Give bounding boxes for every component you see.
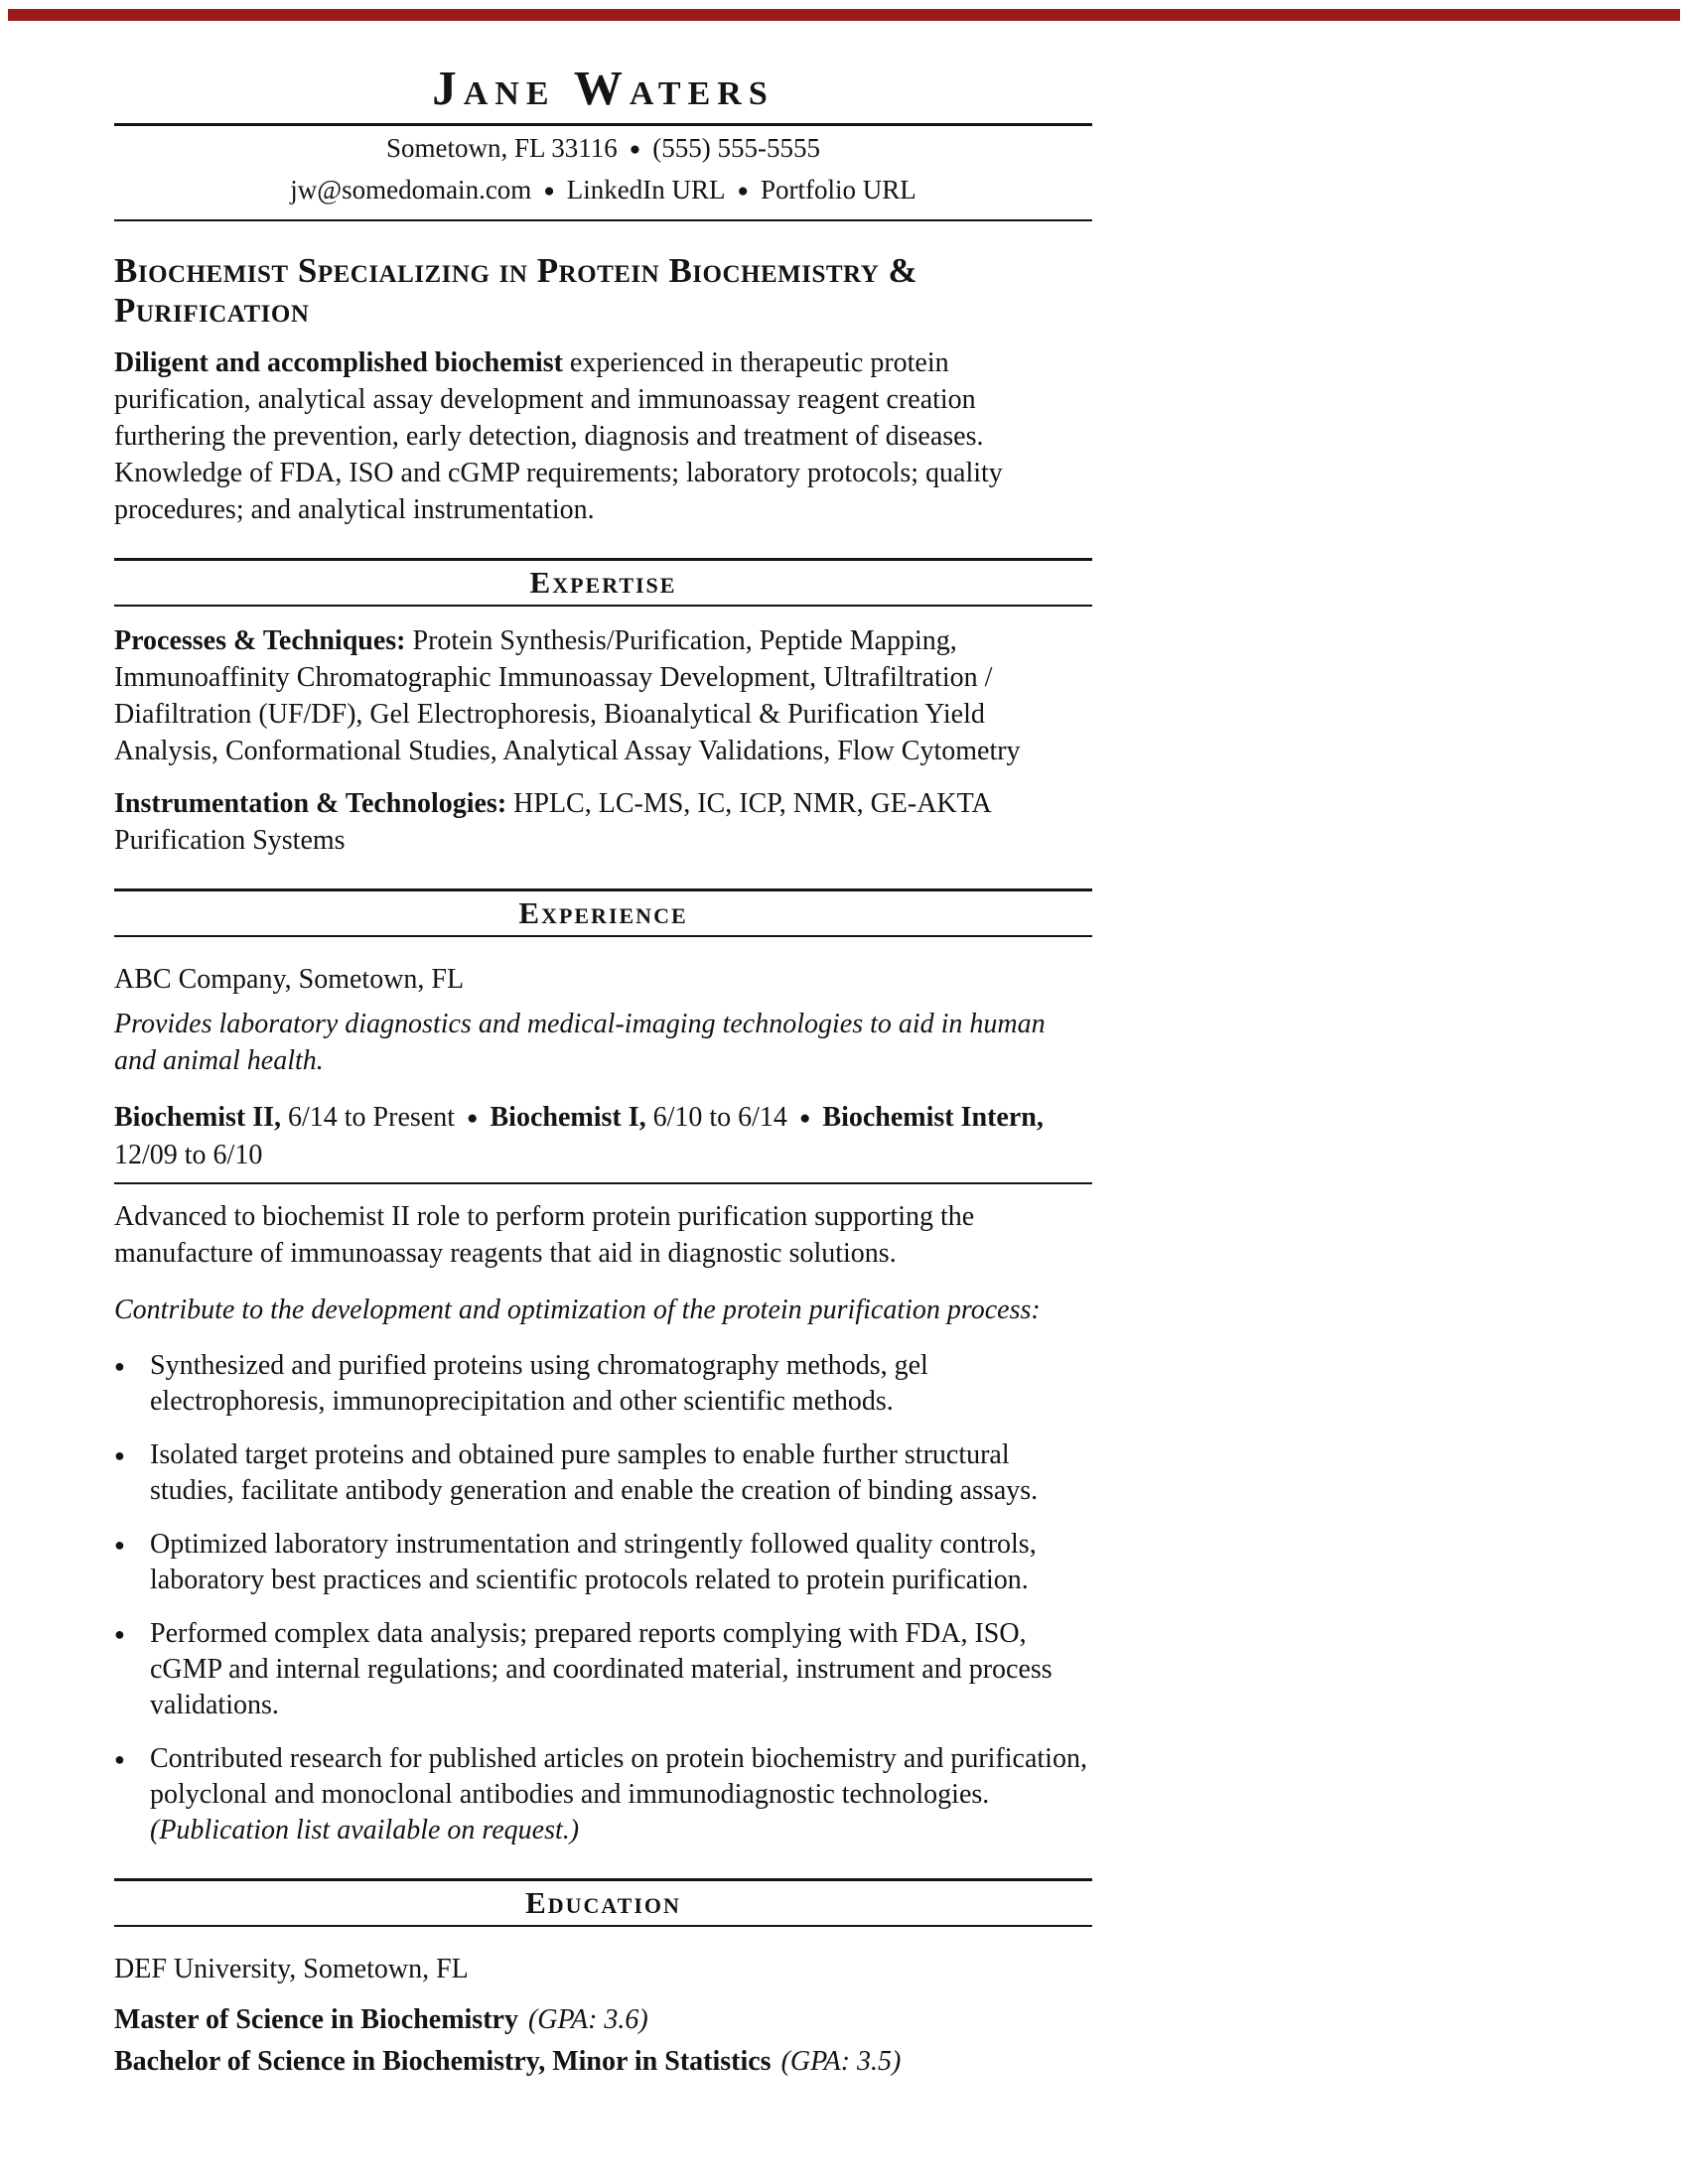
publication-note: (Publication list available on request.) [150, 1815, 580, 1846]
role-summary: Advanced to biochemist II role to perform protein purification supporting the manufacture of immunoassay reagents that aid in diagnostic solutions. [114, 1201, 975, 1270]
degree-master [114, 2001, 1092, 2038]
bullet-dot-icon: ● [114, 1356, 125, 1377]
section-divider-top [114, 1878, 1092, 1881]
expertise-instrumentation-text: HPLC, LC-MS, IC, ICP, NMR, GE-AKTA Purification Systems [114, 788, 991, 857]
linkedin-url-text: LinkedIn URL [566, 174, 726, 205]
profile-headline: Biochemist Specializing in Protein Biochemistry & Purification [114, 250, 918, 331]
education-section-header [114, 1878, 1092, 1927]
contact-divider [114, 219, 1092, 221]
experience-bullet-4 [114, 1616, 1092, 1723]
position-2-dates: 6/10 to 6/14 [652, 1102, 787, 1134]
company-description: Provides laboratory diagnostics and medical-imaging technologies to aid in human and animal health. [114, 1009, 1046, 1077]
top-accent-bar [8, 9, 1680, 21]
separator-dot-icon: ● [798, 1108, 811, 1130]
company-name: ABC Company, Sometown, FL [114, 964, 465, 996]
position-3-title: Biochemist Intern, [822, 1102, 1044, 1134]
separator-dot-icon: ● [737, 180, 750, 202]
experience-bullet-1 [114, 1348, 1092, 1420]
separator-dot-icon: ● [467, 1108, 479, 1130]
position-2-title: Biochemist I, [490, 1102, 646, 1134]
position-2 [490, 1102, 786, 1133]
degree-master-gpa: (GPA: 3.6) [527, 2004, 648, 2036]
experience-bullet-list [114, 1348, 1092, 1848]
section-divider-bottom [114, 605, 1092, 607]
phone-text: (555) 555-5555 [652, 132, 820, 163]
experience-bullet-5 [114, 1741, 1092, 1848]
school-name: DEF University, Sometown, FL [114, 1954, 469, 1985]
bullet-text: Isolated target proteins and obtained pure samples to enable further structural studies, facilitate antibody generation and enable the creation of binding assays. [150, 1439, 1039, 1507]
bullet-text: Performed complex data analysis; prepared reports complying with FDA, ISO, cGMP and internal regulations; and coordinated material, instrument and process validations. [150, 1618, 1053, 1721]
section-divider-bottom [114, 1925, 1092, 1927]
expertise-section [114, 558, 1092, 859]
education-section [114, 1878, 1092, 2080]
expertise-processes [114, 622, 1092, 769]
section-divider-top [114, 558, 1092, 561]
location-text: Sometown, FL 33116 [386, 132, 618, 163]
position-1-title: Biochemist II, [114, 1102, 281, 1134]
contributions-intro: Contribute to the development and optimization of the protein purification process: [114, 1295, 1041, 1326]
profile-summary [114, 344, 1092, 528]
bullet-dot-icon: ● [114, 1535, 125, 1556]
degree-bachelor [114, 2043, 1092, 2080]
section-divider-bottom [114, 935, 1092, 937]
portfolio-url-text: Portfolio URL [761, 174, 916, 205]
expertise-processes-text: Protein Synthesis/Purification, Peptide Mapping, Immunoaffinity Chromatographic Immunoassay Development, Ultrafiltration / Diafiltration (UF/DF), Gel Electrophoresis, Bioanalytical & Purification Yield Analysis, Conformational Studies, Analytical Assay Validations, Flow Cytometry [114, 625, 1021, 767]
bullet-dot-icon: ● [114, 1445, 125, 1466]
degree-bachelor-gpa: (GPA: 3.5) [780, 2046, 902, 2078]
bullet-dot-icon: ● [114, 1624, 125, 1645]
bullet-text: Synthesized and purified proteins using chromatography methods, gel electrophoresis, immunoprecipitation and other scientific methods. [150, 1350, 928, 1418]
bullet-text-main: Contributed research for published articles on protein biochemistry and purification, polyclonal and monoclonal antibodies and immunodiagnostic technologies. [150, 1743, 1087, 1811]
resume-header [114, 62, 1092, 221]
candidate-name: Jane Waters [432, 61, 774, 115]
bullet-text [150, 1741, 1092, 1848]
position-1-dates: 6/14 to Present [288, 1102, 455, 1134]
experience-section-title: Experience [518, 895, 688, 931]
expertise-section-header [114, 558, 1092, 607]
bullet-text: Optimized laboratory instrumentation and stringently followed quality controls, laboratory best practices and scientific protocols related to protein purification. [150, 1529, 1037, 1596]
contact-line-1 [114, 130, 1092, 168]
bullet-dot-icon: ● [114, 1749, 125, 1770]
summary-rest-text: experienced in therapeutic protein purification, analytical assay development and immunoassay reagent creation furthering the prevention, early detection, diagnosis and treatment of diseases. Knowledge of FDA, ISO and cGMP requirements; laboratory protocols; quality procedures; and analytical instrumentation. [114, 347, 1003, 526]
expertise-instrumentation [114, 785, 1092, 859]
experience-section [114, 888, 1092, 1848]
email-text: jw@somedomain.com [290, 174, 532, 205]
name-divider [114, 123, 1092, 126]
contact-line-2 [114, 172, 1092, 209]
expertise-processes-label: Processes & Techniques: [114, 625, 406, 657]
separator-dot-icon: ● [629, 138, 641, 160]
degree-master-title: Master of Science in Biochemistry [114, 2004, 518, 2036]
experience-section-header [114, 888, 1092, 937]
profile-section [114, 251, 1092, 529]
position-3-dates: 12/09 to 6/10 [114, 1140, 263, 1171]
education-section-title: Education [525, 1885, 681, 1921]
position-1 [114, 1102, 455, 1133]
positions-line [114, 1099, 1092, 1184]
expertise-instrumentation-label: Instrumentation & Technologies: [114, 788, 507, 820]
expertise-section-title: Expertise [529, 565, 677, 601]
experience-bullet-3 [114, 1527, 1092, 1598]
section-divider-top [114, 888, 1092, 891]
resume-content [114, 62, 1092, 2080]
summary-lead-text: Diligent and accomplished biochemist [114, 347, 563, 379]
experience-bullet-2 [114, 1437, 1092, 1509]
separator-dot-icon: ● [543, 180, 555, 202]
degree-bachelor-title: Bachelor of Science in Biochemistry, Minor in Statistics [114, 2046, 772, 2078]
